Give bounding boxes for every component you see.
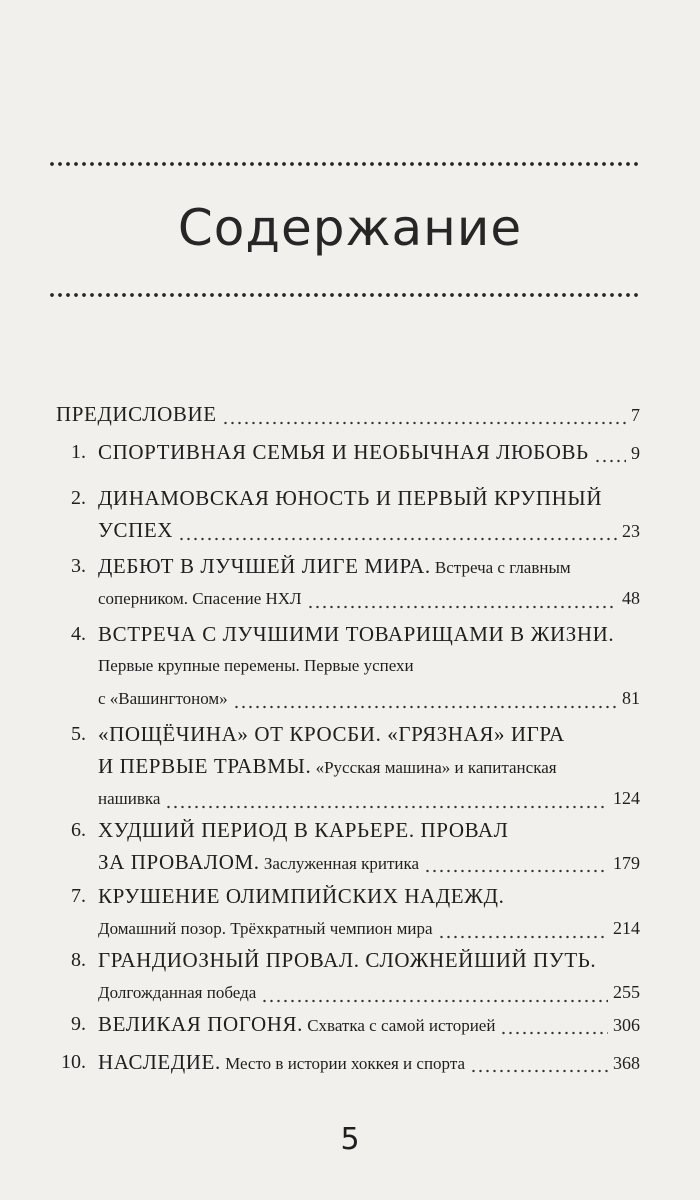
dot-leader [424, 869, 608, 873]
toc-entry-text [98, 1048, 640, 1080]
chapter-subtitle: соперником. Спасение НХЛ [98, 589, 302, 608]
toc-entry-text [98, 720, 640, 816]
dot-leader [594, 459, 626, 463]
dot-leader [500, 1031, 608, 1035]
toc-page-number: 7 [631, 405, 640, 425]
dotted-rule-top [48, 160, 640, 168]
toc-entry-number: 1. [71, 441, 86, 463]
chapter-subtitle: Заслуженная критика [259, 854, 420, 873]
toc-entry-line [56, 400, 640, 432]
toc-entry-line [98, 484, 640, 516]
toc-entry-number: 2. [71, 487, 86, 509]
toc-page-number: 81 [622, 688, 640, 708]
toc-entry-line [98, 552, 640, 584]
chapter-heading: СПОРТИВНАЯ СЕМЬЯ И НЕОБЫЧНАЯ ЛЮБОВЬ [98, 440, 589, 464]
chapter-subtitle: Схватка с самой историей [302, 1016, 496, 1035]
toc-page-number: 368 [613, 1053, 640, 1073]
toc-entry-line [98, 516, 640, 548]
toc-entry-text [98, 484, 640, 548]
toc-entry-number: 3. [71, 555, 86, 577]
chapter-heading: КРУШЕНИЕ ОЛИМПИЙСКИХ НАДЕЖД. [98, 884, 505, 908]
toc-page-number: 23 [622, 521, 640, 541]
toc-entry-line [98, 720, 640, 752]
dot-leader [470, 1069, 608, 1073]
page-number: 5 [340, 1122, 360, 1157]
toc-entry-line [98, 652, 640, 684]
toc-entry-text [98, 816, 640, 880]
toc-entry-text [98, 438, 640, 470]
chapter-subtitle: нашивка [98, 789, 161, 808]
toc-entry-text [98, 946, 640, 1010]
toc-entry-text [98, 1010, 640, 1042]
toc-entry-number: 6. [71, 819, 86, 841]
toc-entry-line [98, 1048, 640, 1080]
chapter-subtitle: Долгожданная победа [98, 983, 257, 1002]
toc-entry-line [98, 438, 640, 470]
chapter-subtitle: Место в истории хоккея и спорта [220, 1054, 466, 1073]
chapter-subtitle: с «Вашингтоном» [98, 689, 228, 708]
chapter-subtitle: Домашний позор. Трёхкратный чемпион мира [98, 919, 433, 938]
chapter-heading: НАСЛЕДИЕ. [98, 1050, 221, 1074]
toc-entry-line [98, 946, 640, 978]
toc-entry-line [98, 816, 640, 848]
chapter-subtitle: «Русская машина» и капитанская [311, 758, 557, 777]
toc-entry-line [98, 1010, 640, 1042]
toc-entry-number: 7. [71, 885, 86, 907]
toc-entry-line [98, 882, 640, 914]
page-title: Содержание [177, 199, 523, 257]
toc-entry-line [98, 584, 640, 616]
toc-page-number: 48 [622, 588, 640, 608]
toc-entry-number: 4. [71, 623, 86, 645]
toc-entry-number: 5. [71, 723, 86, 745]
chapter-heading: ХУДШИЙ ПЕРИОД В КАРЬЕРЕ. ПРОВАЛ [98, 818, 509, 842]
dot-leader [233, 705, 617, 709]
toc-entry-text [98, 552, 640, 616]
chapter-heading: ДЕБЮТ В ЛУЧШЕЙ ЛИГЕ МИРА. [98, 554, 431, 578]
toc-entry-number: 9. [71, 1013, 86, 1035]
toc-entry-line [98, 784, 640, 816]
toc-entry-text [98, 882, 640, 946]
chapter-heading: УСПЕХ [98, 518, 174, 542]
toc-page-number: 9 [631, 443, 640, 463]
toc-entry-line [98, 978, 640, 1010]
dot-leader [165, 805, 608, 809]
toc-entry-number: 8. [71, 949, 86, 971]
toc-page-number: 306 [613, 1015, 640, 1035]
dot-leader [261, 999, 608, 1003]
toc-entry-text [98, 620, 640, 716]
chapter-heading: ВСТРЕЧА С ЛУЧШИМИ ТОВАРИЩАМИ В ЖИЗНИ. [98, 622, 615, 646]
chapter-heading: «ПОЩЁЧИНА» ОТ КРОСБИ. «ГРЯЗНАЯ» ИГРА [98, 722, 565, 746]
toc-page-number: 214 [613, 918, 640, 938]
chapter-heading: ДИНАМОВСКАЯ ЮНОСТЬ И ПЕРВЫЙ КРУПНЫЙ [98, 486, 603, 510]
chapter-subtitle: Первые крупные перемены. Первые успехи [98, 656, 414, 675]
toc-entry-text [56, 400, 640, 432]
dot-leader [307, 605, 617, 609]
toc-entry-number: 10. [61, 1051, 86, 1073]
chapter-subtitle: Встреча с главным [430, 558, 571, 577]
toc-entry-line [98, 620, 640, 652]
toc-entry-line [98, 684, 640, 716]
dotted-rule-bottom [48, 291, 640, 299]
toc-entry-line [98, 752, 640, 784]
chapter-heading: ЗА ПРОВАЛОМ. [98, 850, 260, 874]
toc-entry-line [98, 914, 640, 946]
toc-page-number: 255 [613, 982, 640, 1002]
dot-leader [178, 537, 617, 541]
toc-page-number: 124 [613, 788, 640, 808]
chapter-heading: ВЕЛИКАЯ ПОГОНЯ. [98, 1012, 303, 1036]
dot-leader [438, 935, 608, 939]
chapter-heading: ПРЕДИСЛОВИЕ [56, 402, 217, 426]
toc-page-number: 179 [613, 853, 640, 873]
chapter-heading: И ПЕРВЫЕ ТРАВМЫ. [98, 754, 312, 778]
toc-entry-line [98, 848, 640, 880]
dot-leader [222, 421, 626, 425]
chapter-heading: ГРАНДИОЗНЫЙ ПРОВАЛ. СЛОЖНЕЙШИЙ ПУТЬ. [98, 948, 597, 972]
